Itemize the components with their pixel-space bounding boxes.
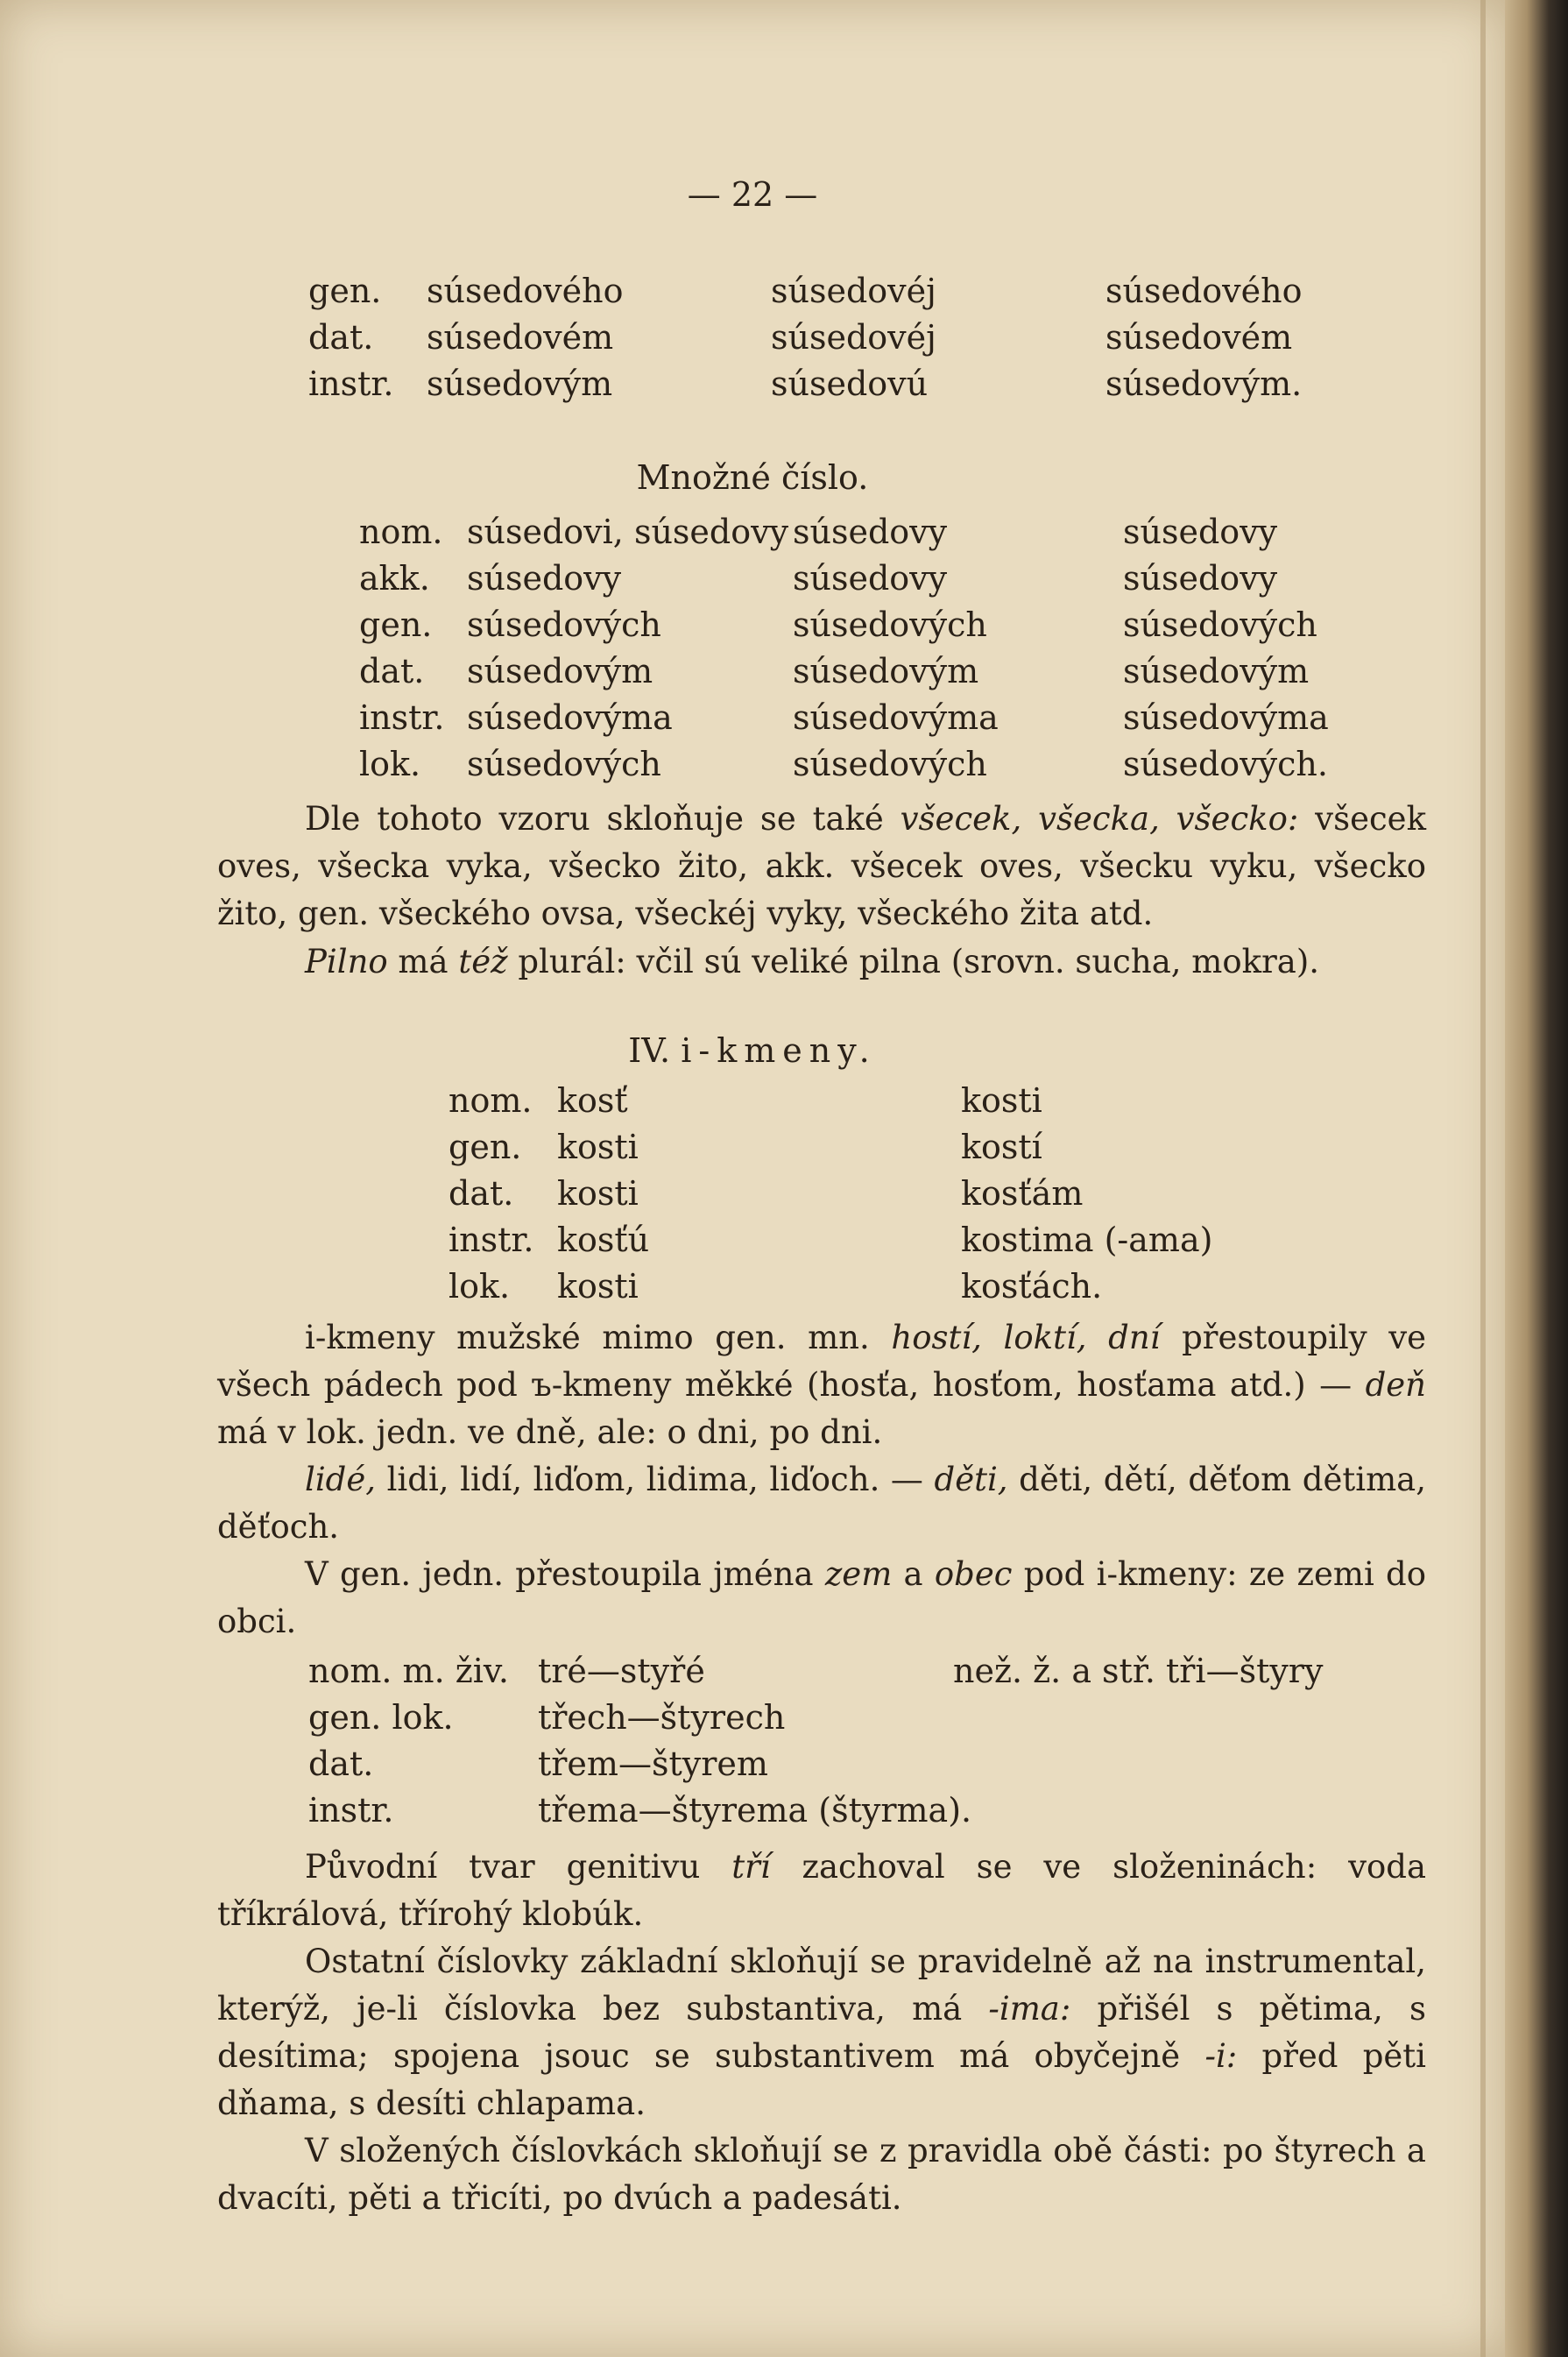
case-label: gen. lok. — [308, 1698, 454, 1737]
case-label: nom. m. živ. — [308, 1652, 509, 1690]
page-number: — 22 — — [687, 175, 818, 214]
paragraph-declension-note — [217, 796, 1426, 938]
fem-form: súsedovým — [793, 652, 979, 690]
fem-form: súsedových — [793, 745, 987, 783]
section-title: i-kmeny. — [681, 1031, 877, 1070]
text-run: přišél s pětima, s desítima; spojena jsouc se substantivem má obyčejně — [217, 1990, 1426, 2075]
italic-run: -i: — [1204, 2037, 1238, 2075]
text-run: pod i-kmeny: ze zemi do obci. — [217, 1555, 1426, 1640]
neut-form: súsedovým — [1123, 652, 1310, 690]
neut-form: súsedového — [1105, 272, 1303, 310]
italic-run: všecek, všecka, všecko: — [900, 800, 1299, 838]
case-label: gen. — [449, 1128, 522, 1166]
italic-run: lidé, — [305, 1461, 377, 1498]
case-label: instr. — [308, 365, 394, 403]
fem-form: súsedovy — [793, 559, 948, 598]
fem-form: súsedovy — [793, 513, 948, 551]
masc-form: súsedového — [427, 272, 624, 310]
numeral-note: než. ž. a stř. tři—štyry — [953, 1652, 1324, 1690]
text-run: V gen. jedn. přestoupila jména — [305, 1555, 825, 1593]
case-label: dat. — [308, 318, 374, 357]
section-numeral: IV. — [628, 1031, 671, 1070]
numeral-form: tré—styřé — [538, 1652, 705, 1690]
masc-form: súsedovi, súsedovy — [467, 513, 789, 551]
masc-form: súsedovýma — [467, 698, 673, 737]
case-label: nom. — [359, 513, 443, 551]
case-label: dat. — [359, 652, 425, 690]
singular-form: kosti — [557, 1174, 639, 1213]
singular-form: kosť — [557, 1081, 628, 1120]
masc-form: súsedovým — [427, 365, 613, 403]
italic-run: obec — [934, 1555, 1013, 1593]
neut-form: súsedových — [1123, 605, 1317, 644]
plural-form: kostí — [961, 1128, 1042, 1166]
numeral-form: třech—štyrech — [538, 1698, 786, 1737]
case-label: akk. — [359, 559, 430, 598]
paragraph-compound-numerals — [217, 2127, 1426, 2222]
masc-form: súsedovy — [467, 559, 622, 598]
neut-form: súsedovým. — [1105, 365, 1303, 403]
paragraph-genitive-tri — [217, 1844, 1426, 1938]
text-run: lidi, lidí, liďom, lidima, liďoch. — — [376, 1461, 935, 1498]
case-label: gen. — [359, 605, 433, 644]
numeral-form: třema—štyrema (štyrma). — [538, 1791, 972, 1830]
italic-run: Pilno — [305, 943, 388, 980]
book-edge — [1505, 0, 1568, 2357]
masc-form: súsedovém — [427, 318, 614, 357]
italic-run: též — [458, 943, 508, 980]
case-label: lok. — [449, 1267, 511, 1306]
text-run: všecek oves, všecka vyka, všecko žito, akk. všecek oves, všecku vyku, všecko žito, gen. všeckého ovsa, všeckéj vyky, všeckého žita atd. — [217, 800, 1427, 932]
paragraph-zem-obec — [217, 1551, 1426, 1646]
case-label: nom. — [449, 1081, 533, 1120]
case-label: instr. — [308, 1791, 394, 1830]
italic-run: deň — [1365, 1366, 1426, 1404]
case-label: instr. — [449, 1221, 534, 1259]
italic-run: tří — [731, 1848, 771, 1886]
fem-form: súsedovéj — [771, 318, 936, 357]
masc-form: súsedových — [467, 605, 661, 644]
text-run: V složených číslovkách skloňují se z pravidla obě části: po štyrech a dvacíti, pěti a třicíti, po dvúch a padesáti. — [217, 2132, 1426, 2217]
paragraph-lide-deti — [217, 1456, 1426, 1551]
paragraph-masculine-i-stems — [217, 1314, 1426, 1456]
italic-run: -ima: — [988, 1990, 1071, 2028]
masc-form: súsedových — [467, 745, 661, 783]
neut-form: súsedovy — [1123, 559, 1278, 598]
plural-heading: Množné číslo. — [636, 458, 869, 497]
neut-form: súsedových. — [1123, 745, 1328, 783]
plural-form: kosti — [961, 1081, 1042, 1120]
section-heading — [0, 1031, 1505, 1070]
text-run: Původní tvar genitivu — [305, 1848, 732, 1886]
plural-form: kostima (-ama) — [961, 1221, 1213, 1259]
plural-form: kosťách. — [961, 1267, 1103, 1306]
text-run: má v lok. jedn. ve dně, ale: o dni, po dni. — [217, 1413, 883, 1451]
case-label: gen. — [308, 272, 382, 310]
text-run: Dle tohoto vzoru skloňuje se také — [305, 800, 901, 838]
neut-form: súsedovýma — [1123, 698, 1329, 737]
text-run: přestoupily ve všech pádech pod ъ-kmeny měkké (hosťa, hosťom, hosťama atd.) — — [217, 1319, 1427, 1404]
case-label: lok. — [359, 745, 421, 783]
case-label: dat. — [449, 1174, 514, 1213]
text-run: i-kmeny mužské mimo gen. mn. — [305, 1319, 892, 1356]
fem-form: súsedovéj — [771, 272, 936, 310]
italic-run: hostí, loktí, dní — [891, 1319, 1161, 1356]
fem-form: súsedových — [793, 605, 987, 644]
italic-run: zem — [824, 1555, 893, 1593]
text-run: plurál: včil sú veliké pilna (srovn. sucha, mokra). — [507, 943, 1320, 980]
singular-form: kosti — [557, 1128, 639, 1166]
singular-form: kosti — [557, 1267, 639, 1306]
text-run: má — [387, 943, 459, 980]
case-label: dat. — [308, 1745, 374, 1783]
neut-form: súsedovy — [1123, 513, 1278, 551]
paragraph-pilno — [217, 938, 1426, 986]
neut-form: súsedovém — [1105, 318, 1293, 357]
italic-run: děti, — [934, 1461, 1008, 1498]
masc-form: súsedovým — [467, 652, 653, 690]
text-run: a — [892, 1555, 935, 1593]
numeral-form: třem—štyrem — [538, 1745, 768, 1783]
case-label: instr. — [359, 698, 445, 737]
text-run: zachoval se ve složeninách: voda tříkrálová, třírohý klobúk. — [217, 1848, 1427, 1933]
plural-form: kosťám — [961, 1174, 1084, 1213]
fem-form: súsedovýma — [793, 698, 999, 737]
singular-form: kosťú — [557, 1221, 650, 1259]
text-run: před pěti dňama, s desíti chlapama. — [217, 2037, 1426, 2122]
fem-form: súsedovú — [771, 365, 929, 403]
text-run: Ostatní číslovky základní skloňují se pravidelně až na instrumental, kterýž, je-li číslovka bez substantiva, má — [217, 1943, 1426, 2028]
paragraph-cardinal-numerals — [217, 1938, 1426, 2127]
page-fold — [1480, 0, 1486, 2357]
text-run: děti, dětí, děťom dětima, děťoch. — [217, 1461, 1426, 1546]
